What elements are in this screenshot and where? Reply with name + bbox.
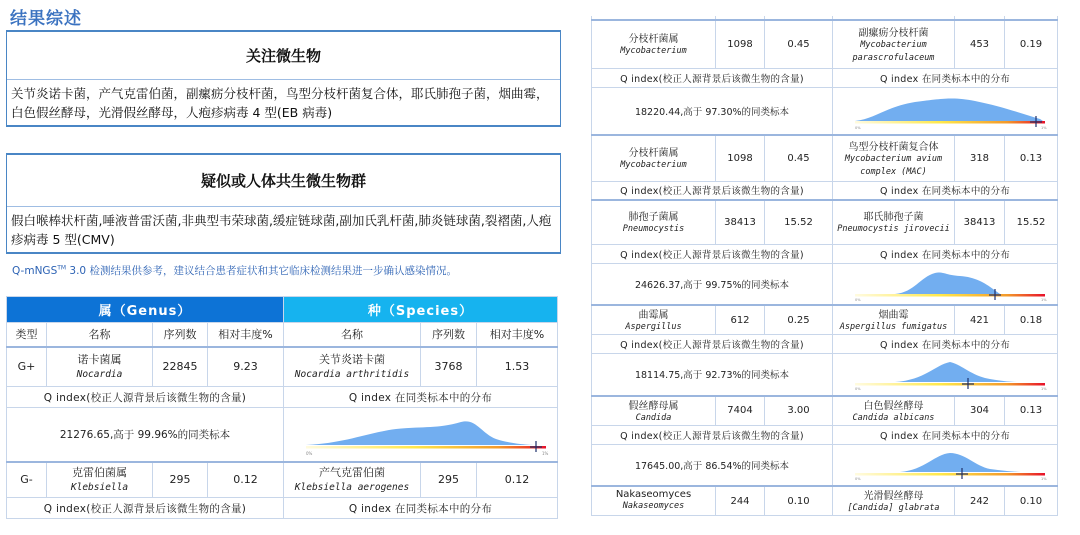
qdist-label: Q index 在同类标本中的分布 bbox=[284, 387, 558, 408]
genus-abundance-cell: 0.45 bbox=[765, 135, 833, 181]
genus-reads-cell: 22845 bbox=[153, 347, 208, 387]
species-abundance-cell: 0.13 bbox=[1005, 396, 1058, 426]
col-species-name: 名称 bbox=[284, 323, 421, 347]
table-row bbox=[592, 200, 1058, 244]
qindex-label: Q index(校正人源背景后该微生物的含量) bbox=[7, 387, 284, 408]
qindex-label: Q index(校正人源背景后该微生物的含量) bbox=[592, 244, 833, 263]
species-name-cell: 关节炎诺卡菌 Nocardia arthritidis bbox=[284, 347, 421, 387]
disclaimer-note bbox=[12, 263, 457, 278]
qindex-value: 21276.65,高于 99.96%的同类标本 bbox=[7, 408, 284, 462]
genus-name-cell: Nakaseomyces Nakaseomyces bbox=[592, 486, 716, 516]
species-abundance-cell: 15.52 bbox=[1005, 200, 1058, 244]
qdist-label: Q index 在同类标本中的分布 bbox=[833, 335, 1058, 354]
species-name-cell: 烟曲霉 Aspergillus fumigatus bbox=[833, 305, 955, 335]
section-title: 结果综述 bbox=[10, 9, 82, 29]
qdist-label: Q index 在同类标本中的分布 bbox=[833, 425, 1058, 444]
qindex-value: 17645.00,高于 86.54%的同类标本 bbox=[592, 444, 833, 486]
qindex-label: Q index(校正人源背景后该微生物的含量) bbox=[592, 335, 833, 354]
genus-abundance-cell: 9.23 bbox=[208, 347, 284, 387]
col-genus-name: 名称 bbox=[47, 323, 153, 347]
svg-text:0%: 0% bbox=[306, 451, 313, 457]
col-genus-abundance: 相对丰度% bbox=[208, 323, 284, 347]
genus-name-cell: 分枝杆菌属 Mycobacterium bbox=[592, 20, 716, 68]
qdist-label: Q index 在同类标本中的分布 bbox=[833, 68, 1058, 87]
svg-text:1%: 1% bbox=[1041, 297, 1047, 302]
focus-microbes-title: 关注微生物 bbox=[7, 32, 560, 80]
species-abundance-cell: 0.12 bbox=[477, 462, 558, 498]
type-cell: G- bbox=[7, 462, 47, 498]
table-row bbox=[7, 462, 558, 498]
svg-text:1%: 1% bbox=[1041, 125, 1047, 130]
genus-reads-cell: 244 bbox=[716, 486, 765, 516]
qdist-label: Q index 在同类标本中的分布 bbox=[833, 244, 1058, 263]
table-row bbox=[592, 20, 1058, 68]
genus-name-cell: 分枝杆菌属 Mycobacterium bbox=[592, 135, 716, 181]
note-prefix: Q-mNGS bbox=[12, 265, 58, 277]
species-name-cell: 白色假丝酵母 Candida albicans bbox=[833, 396, 955, 426]
genus-abundance-cell: 0.10 bbox=[765, 486, 833, 516]
genus-reads-cell: 295 bbox=[153, 462, 208, 498]
suspect-microbes-list: 假白喉棒状杆菌,唾液普雷沃菌,非典型韦荣球菌,缓症链球菌,副加氏乳杆菌,肺炎链球菌,裂褶菌,人疱疹病毒 5 型(CMV) bbox=[11, 213, 552, 247]
qindex-distribution-chart bbox=[833, 263, 1058, 305]
genus-abundance-cell: 0.45 bbox=[765, 20, 833, 68]
svg-text:1%: 1% bbox=[1041, 387, 1047, 392]
species-reads-cell: 38413 bbox=[955, 200, 1005, 244]
species-reads-cell: 304 bbox=[955, 396, 1005, 426]
species-name-cell: 副瘰疬分枝杆菌 Mycobacterium parascrofulaceum bbox=[833, 20, 955, 68]
suspect-microbes-box bbox=[6, 153, 561, 254]
species-reads-cell: 3768 bbox=[421, 347, 477, 387]
species-name-cell: 产气克雷伯菌 Klebsiella aerogenes bbox=[284, 462, 421, 498]
col-species-abundance: 相对丰度% bbox=[477, 323, 558, 347]
table-row bbox=[592, 486, 1058, 516]
svg-text:0%: 0% bbox=[855, 297, 861, 302]
results-table-left bbox=[6, 296, 558, 519]
genus-abundance-cell: 0.25 bbox=[765, 305, 833, 335]
species-name-cell: 光滑假丝酵母 [Candida] glabrata bbox=[833, 486, 955, 516]
qindex-value: 18114.75,高于 92.73%的同类标本 bbox=[592, 354, 833, 396]
species-abundance-cell: 1.53 bbox=[477, 347, 558, 387]
table-row bbox=[7, 347, 558, 387]
distribution-curve-icon bbox=[286, 409, 558, 459]
genus-reads-cell: 1098 bbox=[716, 20, 765, 68]
focus-microbes-list: 关节炎诺卡菌，产气克雷伯菌，副瘰疬分枝杆菌，鸟型分枝杆菌复合体，耶氏肺孢子菌，烟曲霉，白色假丝酵母，光滑假丝酵母，人疱疹病毒 4 型(EB 病毒) bbox=[11, 86, 549, 120]
species-reads-cell: 453 bbox=[955, 20, 1005, 68]
table-row bbox=[592, 305, 1058, 335]
distribution-curve-icon bbox=[835, 355, 1060, 393]
species-abundance-cell: 0.19 bbox=[1005, 20, 1058, 68]
qindex-value: 24626.37,高于 99.75%的同类标本 bbox=[592, 263, 833, 305]
species-reads-cell: 421 bbox=[955, 305, 1005, 335]
genus-abundance-cell: 3.00 bbox=[765, 396, 833, 426]
genus-reads-cell: 7404 bbox=[716, 396, 765, 426]
qindex-distribution-chart bbox=[284, 408, 558, 462]
genus-reads-cell: 38413 bbox=[716, 200, 765, 244]
distribution-curve-icon bbox=[835, 265, 1060, 303]
species-reads-cell: 295 bbox=[421, 462, 477, 498]
species-abundance-cell: 0.13 bbox=[1005, 135, 1058, 181]
species-name-cell: 耶氏肺孢子菌 Pneumocystis jirovecii bbox=[833, 200, 955, 244]
svg-text:0%: 0% bbox=[855, 476, 861, 481]
genus-abundance-cell: 15.52 bbox=[765, 200, 833, 244]
qindex-distribution-chart bbox=[833, 444, 1058, 486]
table-row bbox=[592, 396, 1058, 426]
genus-abundance-cell: 0.12 bbox=[208, 462, 284, 498]
species-abundance-cell: 0.18 bbox=[1005, 305, 1058, 335]
note-text: 3.0 检测结果供参考，建议结合患者症状和其它临床检测结果进一步确认感染情况。 bbox=[66, 265, 457, 277]
note-tm: TM bbox=[57, 264, 67, 272]
marker-star-icon bbox=[530, 441, 542, 452]
species-reads-cell: 318 bbox=[955, 135, 1005, 181]
results-table-right bbox=[591, 16, 1058, 516]
genus-name-cell: 肺孢子菌属 Pneumocystis bbox=[592, 200, 716, 244]
distribution-curve-icon bbox=[835, 446, 1060, 484]
qindex-value: 18220.44,高于 97.30%的同类标本 bbox=[592, 87, 833, 135]
qindex-label: Q index(校正人源背景后该微生物的含量) bbox=[7, 498, 284, 519]
type-cell: G+ bbox=[7, 347, 47, 387]
svg-text:1%: 1% bbox=[542, 451, 549, 457]
genus-header: 属（Genus） bbox=[7, 297, 284, 323]
qdist-label: Q index 在同类标本中的分布 bbox=[284, 498, 558, 519]
species-header: 种（Species） bbox=[284, 297, 558, 323]
col-type: 类型 bbox=[7, 323, 47, 347]
genus-name-cell: 曲霉属 Aspergillus bbox=[592, 305, 716, 335]
col-genus-reads: 序列数 bbox=[153, 323, 208, 347]
species-name-cell: 鸟型分枝杆菌复合体 Mycobacterium avium complex (MAC) bbox=[833, 135, 955, 181]
genus-reads-cell: 1098 bbox=[716, 135, 765, 181]
genus-name-cell: 假丝酵母属 Candida bbox=[592, 396, 716, 426]
species-abundance-cell: 0.10 bbox=[1005, 486, 1058, 516]
genus-reads-cell: 612 bbox=[716, 305, 765, 335]
svg-text:1%: 1% bbox=[1041, 476, 1047, 481]
qindex-distribution-chart bbox=[833, 87, 1058, 135]
qdist-label: Q index 在同类标本中的分布 bbox=[833, 181, 1058, 200]
genus-name-cell: 克雷伯菌属 Klebsiella bbox=[47, 462, 153, 498]
table-row bbox=[592, 135, 1058, 181]
genus-name-cell: 诺卡菌属 Nocardia bbox=[47, 347, 153, 387]
qindex-label: Q index(校正人源背景后该微生物的含量) bbox=[592, 181, 833, 200]
col-species-reads: 序列数 bbox=[421, 323, 477, 347]
qindex-label: Q index(校正人源背景后该微生物的含量) bbox=[592, 425, 833, 444]
suspect-microbes-title: 疑似或人体共生微生物群 bbox=[7, 155, 560, 207]
focus-microbes-box bbox=[6, 30, 561, 127]
species-reads-cell: 242 bbox=[955, 486, 1005, 516]
svg-text:0%: 0% bbox=[855, 125, 861, 130]
qindex-label: Q index(校正人源背景后该微生物的含量) bbox=[592, 68, 833, 87]
svg-text:0%: 0% bbox=[855, 387, 861, 392]
distribution-curve-icon bbox=[835, 89, 1060, 133]
qindex-distribution-chart bbox=[833, 354, 1058, 396]
